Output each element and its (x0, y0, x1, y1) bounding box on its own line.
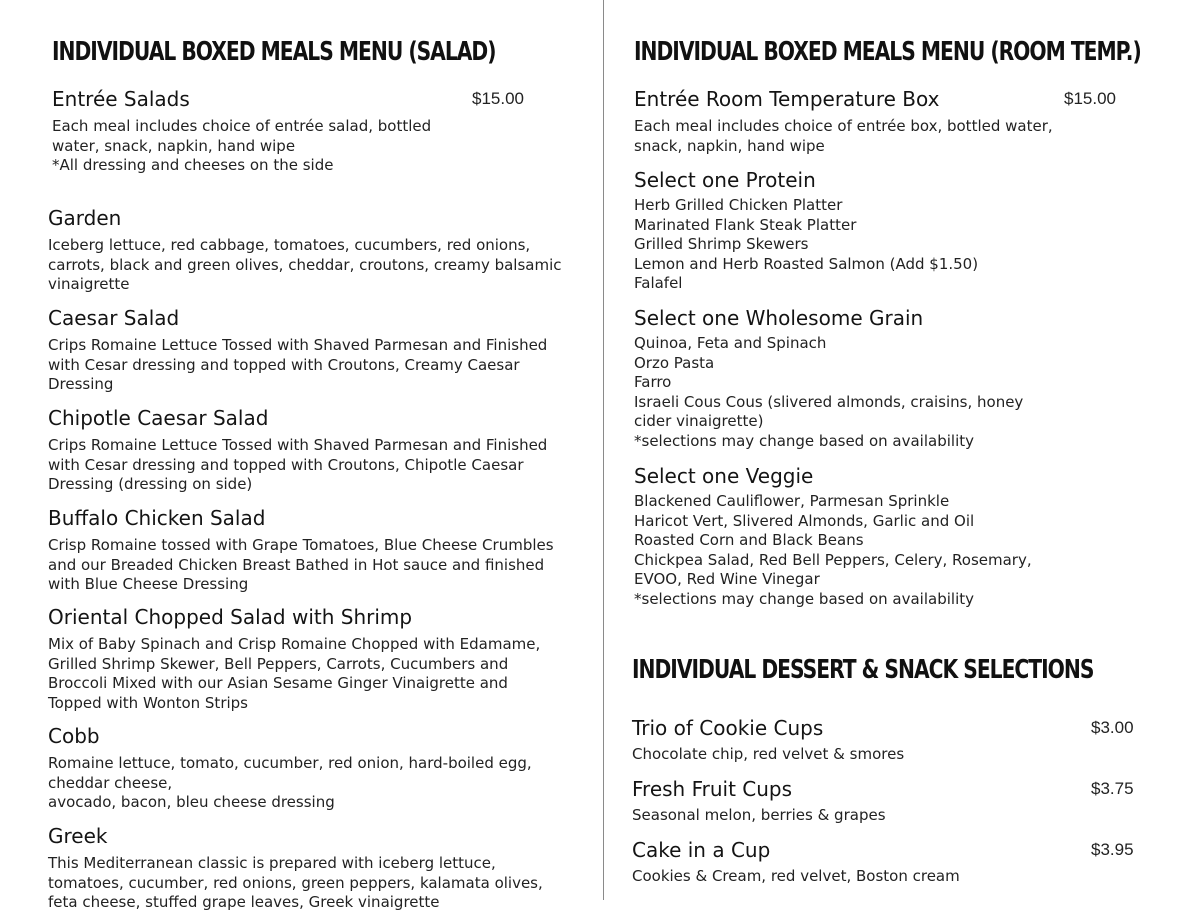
salad-item-description (48, 754, 532, 813)
salad-item-description (48, 336, 547, 395)
salad-item-name: Oriental Chopped Salad with Shrimp (48, 605, 413, 629)
veggie-option: EVOO, Red Wine Vinegar (634, 570, 820, 588)
description-line: Broccoli Mixed with our Asian Sesame Ginger Vinaigrette and (48, 674, 508, 692)
description-line: Crips Romaine Lettuce Tossed with Shaved Parmesan and Finished (48, 436, 548, 454)
dessert-snack-heading: INDIVIDUAL DESSERT & SNACK SELECTIONS (632, 655, 1094, 685)
description-line: cheddar cheese, (48, 773, 173, 792)
dessert-item-description: Seasonal melon, berries & grapes (632, 806, 886, 824)
description-line: with Cesar dressing and topped with Croutons, Creamy Caesar (48, 355, 520, 374)
grain-section-title: Select one Wholesome Grain (634, 306, 924, 330)
salad-item-chipotle-caesar (48, 406, 547, 495)
salad-item-name: Cobb (48, 724, 100, 748)
protein-section-title: Select one Protein (634, 168, 816, 192)
veggie-section (634, 464, 1032, 609)
protein-option: Grilled Shrimp Skewers (634, 235, 809, 253)
description-line: vinaigrette (48, 275, 130, 293)
entree-salads-price: $15.00 (472, 89, 524, 108)
protein-option: Falafel (634, 274, 683, 292)
veggie-option: Roasted Corn and Black Beans (634, 531, 864, 549)
description-line: Crips Romaine Lettuce Tossed with Shaved Parmesan and Finished (48, 336, 548, 354)
description-line: Topped with Wonton Strips (48, 693, 248, 712)
description-line: avocado, bacon, bleu cheese dressing (48, 793, 335, 811)
description-line: snack, napkin, hand wipe (634, 136, 825, 155)
grain-note: *selections may change based on availability (634, 431, 974, 450)
grain-options (634, 334, 1023, 451)
dessert-item-description: Chocolate chip, red velvet & smores (632, 745, 905, 763)
protein-option: Lemon and Herb Roasted Salmon (Add $1.50) (634, 254, 979, 273)
salad-item-name: Caesar Salad (48, 306, 180, 330)
description-line: Grilled Shrimp Skewer, Bell Peppers, Carrots, Cucumbers and (48, 654, 509, 673)
dessert-item-price: $3.75 (1091, 779, 1134, 798)
protein-option: Herb Grilled Chicken Platter (634, 196, 843, 214)
veggie-options (634, 492, 1032, 609)
room-temp-entree-price: $15.00 (1064, 89, 1116, 108)
description-line: with Cesar dressing and topped with Croutons, Chipotle Caesar (48, 455, 524, 474)
dessert-item-name: Fresh Fruit Cups (632, 777, 793, 801)
salad-item-description (48, 635, 540, 713)
salad-item-description (48, 236, 562, 295)
salad-item-greek (48, 824, 543, 913)
dessert-item-price: $3.00 (1091, 718, 1134, 737)
grain-option: Israeli Cous Cous (slivered almonds, craisins, honey (634, 392, 1024, 411)
salad-item-name: Buffalo Chicken Salad (48, 506, 266, 530)
dessert-item-price: $3.95 (1091, 840, 1134, 859)
dessert-item-name: Trio of Cookie Cups (632, 716, 824, 740)
description-line: with Blue Cheese Dressing (48, 575, 249, 593)
description-line: Each meal includes choice of entrée box, bottled water, (634, 117, 1053, 135)
description-line: Romaine lettuce, tomato, cucumber, red onion, hard-boiled egg, (48, 754, 532, 772)
salad-menu-heading: INDIVIDUAL BOXED MEALS MENU (SALAD) (52, 37, 496, 67)
protein-option: Marinated Flank Steak Platter (634, 215, 857, 234)
description-line: Dressing (48, 375, 114, 393)
column-divider (603, 0, 604, 900)
salad-item-garden (48, 206, 562, 295)
room-temp-menu-heading: INDIVIDUAL BOXED MEALS MENU (ROOM TEMP.) (634, 37, 1141, 67)
grain-option: Farro (634, 373, 672, 391)
salad-item-description (48, 536, 554, 595)
entree-salads-description (52, 117, 431, 176)
veggie-option: Chickpea Salad, Red Bell Peppers, Celery, Rosemary, (634, 550, 1032, 569)
description-line: *All dressing and cheeses on the side (52, 156, 334, 174)
salad-item-name: Chipotle Caesar Salad (48, 406, 269, 430)
room-temp-entree-title: Entrée Room Temperature Box (634, 87, 940, 111)
veggie-option: Haricot Vert, Slivered Almonds, Garlic and Oil (634, 511, 975, 530)
description-line: Each meal includes choice of entrée salad, bottled (52, 117, 432, 135)
salad-item-name: Garden (48, 206, 122, 230)
salad-item-caesar (48, 306, 547, 395)
description-line: Mix of Baby Spinach and Crisp Romaine Chopped with Edamame, (48, 635, 541, 653)
room-temp-entree-description (634, 117, 1053, 156)
grain-option: Quinoa, Feta and Spinach (634, 334, 827, 352)
description-line: Dressing (dressing on side) (48, 475, 253, 493)
dessert-item-name: Cake in a Cup (632, 838, 771, 862)
description-line: tomatoes, cucumber, red onions, green peppers, kalamata olives, (48, 873, 543, 892)
entree-salads-title: Entrée Salads (52, 87, 190, 111)
protein-options (634, 196, 978, 294)
salad-item-description (48, 854, 543, 913)
description-line: Iceberg lettuce, red cabbage, tomatoes, cucumbers, red onions, (48, 236, 531, 254)
salad-item-name: Greek (48, 824, 108, 848)
description-line: carrots, black and green olives, cheddar, croutons, creamy balsamic (48, 255, 562, 274)
veggie-section-title: Select one Veggie (634, 464, 814, 488)
veggie-note: *selections may change based on availability (634, 589, 974, 608)
salad-item-cobb (48, 724, 532, 813)
description-line: water, snack, napkin, hand wipe (52, 136, 296, 155)
veggie-option: Blackened Cauliflower, Parmesan Sprinkle (634, 492, 950, 510)
description-line: feta cheese, stuffed grape leaves, Greek vinaigrette (48, 893, 440, 911)
description-line: and our Breaded Chicken Breast Bathed in Hot sauce and finished (48, 555, 545, 574)
grain-option: cider vinaigrette) (634, 412, 764, 430)
protein-section (634, 168, 978, 294)
description-line: This Mediterranean classic is prepared with iceberg lettuce, (48, 854, 496, 872)
dessert-item-description: Cookies & Cream, red velvet, Boston cream (632, 867, 960, 885)
grain-option: Orzo Pasta (634, 353, 715, 372)
grain-section (634, 306, 1023, 451)
salad-item-oriental-chopped (48, 605, 540, 713)
description-line: Crisp Romaine tossed with Grape Tomatoes, Blue Cheese Crumbles (48, 536, 554, 554)
salad-item-buffalo-chicken (48, 506, 554, 595)
salad-item-description (48, 436, 547, 495)
